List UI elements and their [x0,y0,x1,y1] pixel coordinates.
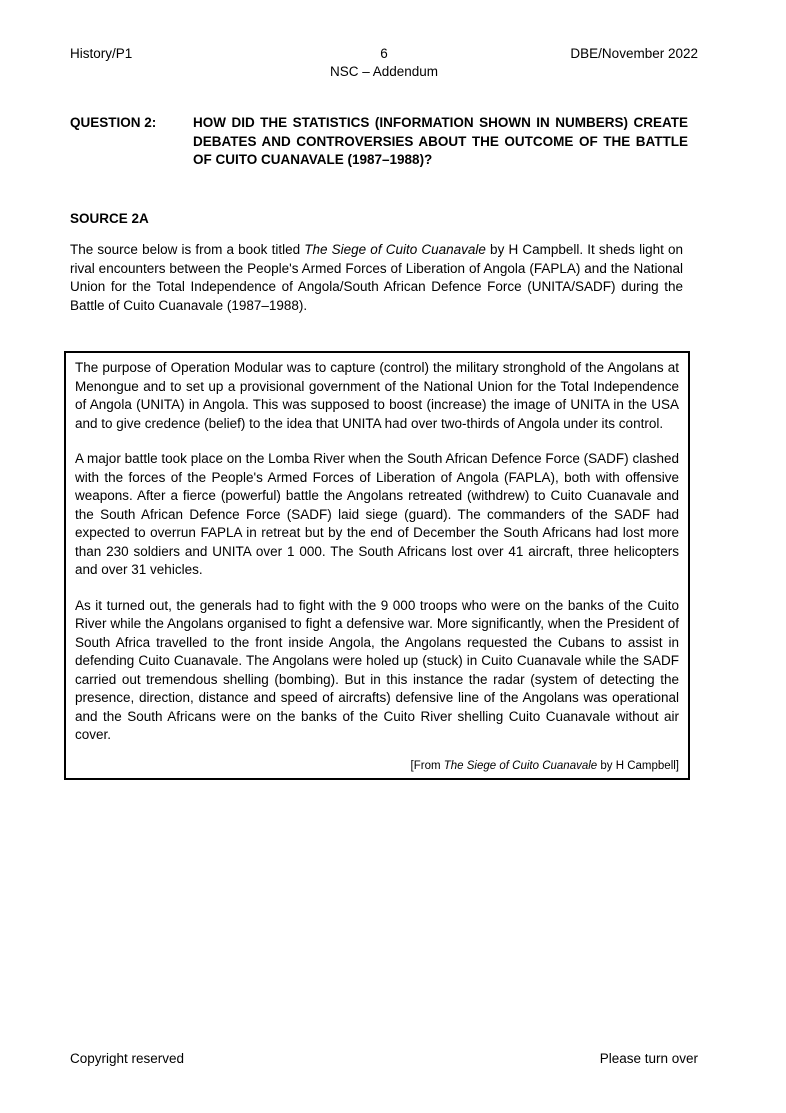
footer-turn-over: Please turn over [599,1051,698,1066]
source-text-box [64,351,690,780]
header-document-subtitle: NSC – Addendum [329,64,439,79]
source-paragraph: The purpose of Operation Modular was to capture (control) the military stronghold of the Angolans at Menongue and to set up a provisional government of the National Union for the Total Independence of Angola (UNITA) in Angola. This was supposed to boost (increase) the image of UNITA in the USA and to give credence (belief) to the idea that UNITA had over two-thirds of Angola under its control. [75,360,679,431]
question-heading [70,114,688,170]
attribution-prefix: [From [410,759,444,772]
page-header [70,45,698,87]
header-subject-code: History/P1 [70,46,133,61]
attribution-suffix: by H Campbell] [597,759,679,772]
header-exam-session: DBE/November 2022 [570,46,698,61]
question-text: HOW DID THE STATISTICS (INFORMATION SHOWN IN NUMBERS) CREATE DEBATES AND CONTROVERSIES ABOUT THE OUTCOME OF THE BATTLE OF CUITO CUANAVALE (1987–1988)? [193,115,688,167]
page-number: 6 [380,46,388,61]
intro-text-part-1: The source below is from a book titled [70,242,305,257]
intro-book-title: The Siege of Cuito Cuanavale [304,242,486,257]
source-heading: SOURCE 2A [70,211,149,226]
source-intro-paragraph [70,241,683,315]
source-attribution [75,759,679,774]
attribution-book-title: The Siege of Cuito Cuanavale [443,759,598,772]
source-paragraph: As it turned out, the generals had to fight with the 9 000 troops who were on the banks of the Cuito River while the Angolans organised to fight a defensive war. More significantly, when the President of South Africa travelled to the front inside Angola, the Angolans requested the Cubans to assist in defending Cuito Cuanavale. The Angolans were holed up (stuck) in Cuito Cuanavale while the SADF carried out tremendous shelling (bombing). But in this instance the radar (system of detecting the presence, direction, distance and speed of aircrafts) defensive line of the Angolans was operational and the South Africans were on the banks of the Cuito River shelling Cuito Cuanavale without air cover. [75,597,679,742]
source-paragraph: A major battle took place on the Lomba River when the South African Defence Force (SADF) clashed with the forces of the People's Armed Forces of Liberation of Angola (FAPLA), both with offensive weapons. After a fierce (powerful) battle the Angolans retreated (withdrew) to Cuito Cuanavale and the South African Defence Force (SADF) laid siege (guard). The commanders of the SADF had expected to overrun FAPLA in retreat but by the end of December the South Africans had lost more than 230 soldiers and UNITA over 1 000. The South Africans lost over 41 aircraft, three helicopters and over 31 vehicles. [75,451,679,577]
intro-text-part-2: by H Campbell. It sheds light on rival encounters between the People's Armed Forces of Liberation of Angola (FAPLA) and the National Union for the Total Independence of Angola/South African Defence Force (UNITA/SADF) during the Battle of Cuito Cuanavale (1987–1988). [70,242,683,313]
footer-copyright: Copyright reserved [70,1051,185,1066]
question-label: QUESTION 2: [70,115,157,130]
page-footer [70,1050,698,1068]
